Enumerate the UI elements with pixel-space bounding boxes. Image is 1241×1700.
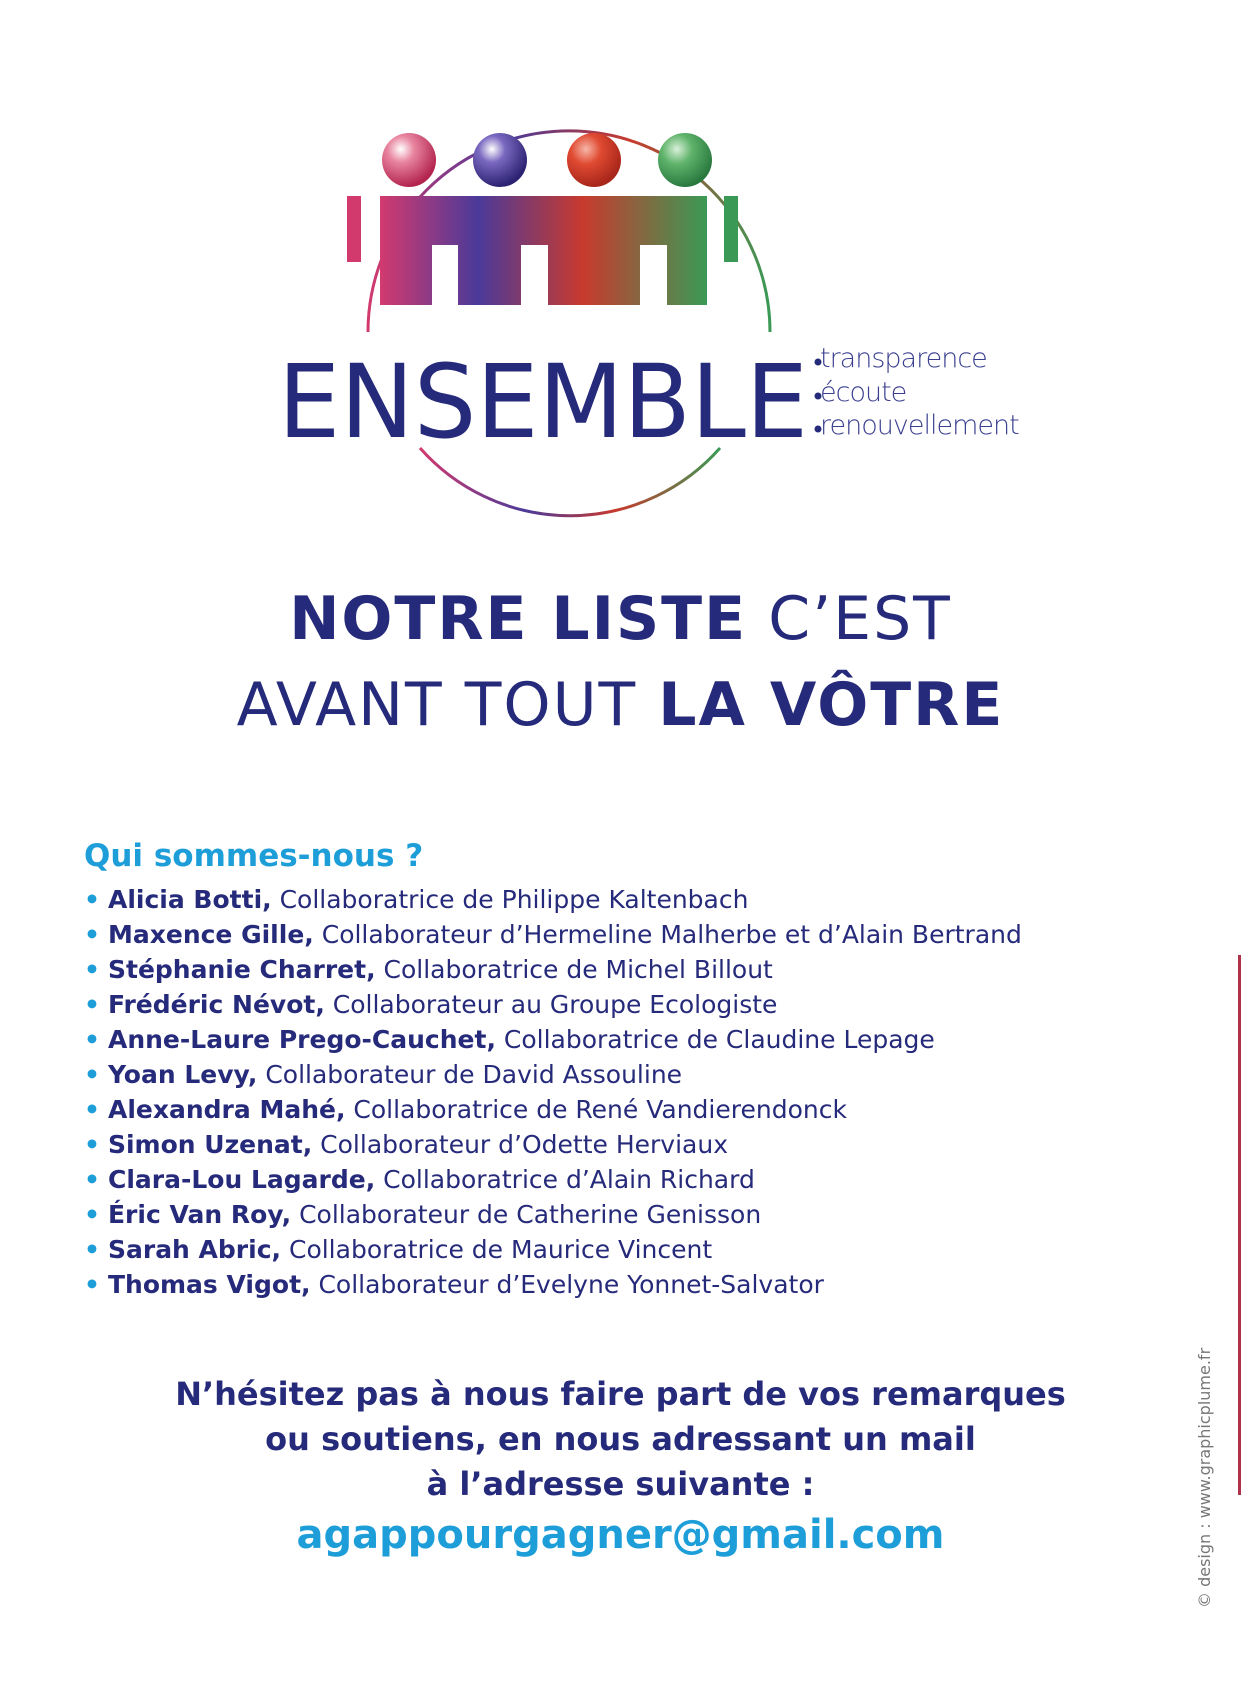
headline-line-2	[0, 670, 1241, 740]
closing-line-3: à l’adresse suivante :	[426, 1465, 815, 1503]
member-name: Alicia Botti,	[107, 885, 272, 914]
bullet-icon: •	[84, 1130, 100, 1159]
bullet-icon: •	[84, 990, 100, 1019]
contact-email[interactable]: agappourgagner@gmail.com	[296, 1512, 945, 1558]
person-head-green	[658, 133, 712, 187]
list-item	[84, 1197, 1022, 1232]
bullet-icon: •	[84, 1095, 100, 1124]
list-item	[84, 1162, 1022, 1197]
member-name: Yoan Levy,	[107, 1060, 258, 1089]
wordmark: ENSEMBLE	[278, 343, 808, 462]
bullet-icon: •	[84, 1060, 100, 1089]
closing-line-1: N’hésitez pas à nous faire part de vos remarques	[175, 1375, 1066, 1413]
bullet-icon: •	[84, 1235, 100, 1264]
bullet-icon: •	[84, 885, 100, 914]
member-role: Collaborateur au Groupe Ecologiste	[332, 990, 778, 1019]
ensemble-logo	[0, 0, 1241, 520]
person-head-pink	[382, 133, 436, 187]
tagline-transparence: transparence	[820, 343, 987, 374]
list-item	[84, 1092, 1022, 1127]
member-role: Collaboratrice de René Vandierendonck	[353, 1095, 847, 1124]
tagline-ecoute: écoute	[820, 377, 907, 408]
member-list	[84, 882, 1022, 1302]
member-role: Collaboratrice de Philippe Kaltenbach	[279, 885, 749, 914]
member-name: Anne-Laure Prego-Cauchet,	[107, 1025, 496, 1054]
headline-notre-liste: NOTRE LISTE	[289, 584, 748, 654]
member-role: Collaborateur de Catherine Genisson	[299, 1200, 762, 1229]
people-bodies	[380, 196, 707, 305]
left-arm	[347, 196, 361, 262]
bullet-icon: •	[84, 1270, 100, 1299]
member-role: Collaborateur d’Hermeline Malherbe et d’Alain Bertrand	[321, 920, 1022, 949]
member-name: Alexandra Mahé,	[107, 1095, 346, 1124]
bullet-icon: •	[84, 920, 100, 949]
list-item	[84, 917, 1022, 952]
list-item	[84, 1127, 1022, 1162]
list-item	[84, 1267, 1022, 1302]
list-item	[84, 952, 1022, 987]
bullet-icon: •	[84, 955, 100, 984]
member-name: Maxence Gille,	[107, 920, 314, 949]
design-credit: © design : www.graphicplume.fr	[1195, 1347, 1214, 1608]
list-item	[84, 1232, 1022, 1267]
headline-line-1	[0, 584, 1241, 654]
right-arm	[724, 196, 738, 262]
who-title: Qui sommes-nous ?	[84, 838, 424, 874]
headline-cest: C’EST	[768, 584, 952, 654]
member-name: Stéphanie Charret,	[107, 955, 376, 984]
member-role: Collaboratrice de Claudine Lepage	[503, 1025, 935, 1054]
member-role: Collaboratrice de Michel Billout	[383, 955, 773, 984]
headline-avant-tout: AVANT TOUT	[236, 670, 638, 740]
member-role: Collaborateur d’Odette Herviaux	[320, 1130, 728, 1159]
member-name: Éric Van Roy,	[107, 1200, 292, 1229]
member-name: Sarah Abric,	[107, 1235, 282, 1264]
bullet-icon: •	[84, 1200, 100, 1229]
member-name: Simon Uzenat,	[107, 1130, 313, 1159]
list-item	[84, 1057, 1022, 1092]
bullet-icon: •	[84, 1025, 100, 1054]
member-role: Collaborateur de David Assouline	[265, 1060, 683, 1089]
tagline-renouvellement: renouvellement	[820, 410, 1019, 441]
headline-la-votre: LA VÔTRE	[658, 670, 1005, 740]
list-item	[84, 987, 1022, 1022]
person-head-purple	[473, 133, 527, 187]
member-name: Frédéric Névot,	[107, 990, 325, 1019]
list-item	[84, 1022, 1022, 1057]
member-name: Thomas Vigot,	[107, 1270, 311, 1299]
member-role: Collaboratrice de Maurice Vincent	[288, 1235, 713, 1264]
member-role: Collaboratrice d’Alain Richard	[383, 1165, 755, 1194]
list-item	[84, 882, 1022, 917]
member-role: Collaborateur d’Evelyne Yonnet-Salvator	[318, 1270, 824, 1299]
member-name: Clara-Lou Lagarde,	[107, 1165, 376, 1194]
bullet-icon: •	[84, 1165, 100, 1194]
closing-line-2: ou soutiens, en nous adressant un mail	[265, 1420, 976, 1458]
person-head-red	[567, 133, 621, 187]
